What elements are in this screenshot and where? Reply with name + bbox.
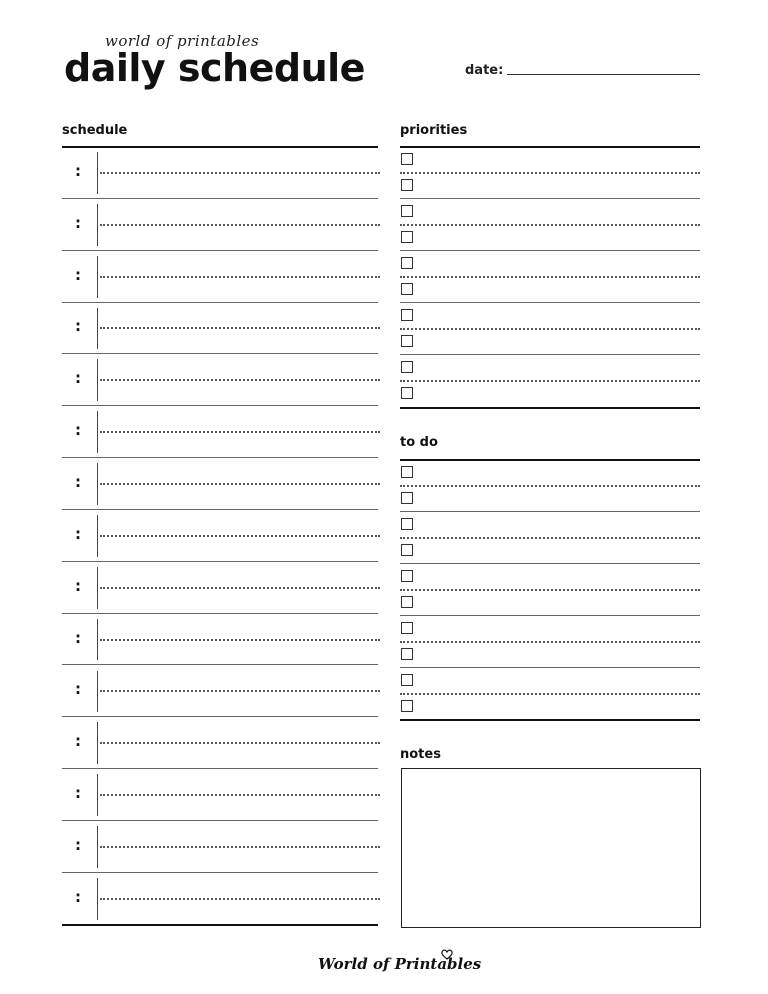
todo-checkbox[interactable] — [401, 544, 413, 556]
schedule-row — [62, 406, 378, 458]
item-separator — [400, 198, 700, 199]
date-label: date: — [465, 63, 504, 78]
schedule-row — [62, 251, 378, 303]
time-field[interactable]: : — [75, 576, 81, 595]
time-field[interactable]: : — [75, 835, 81, 854]
priorities-checkbox[interactable] — [401, 205, 413, 217]
item-separator — [400, 615, 700, 616]
item-separator — [400, 354, 700, 355]
time-field[interactable]: : — [75, 421, 81, 440]
time-field[interactable]: : — [75, 524, 81, 543]
schedule-row — [62, 666, 378, 718]
time-field[interactable]: : — [75, 161, 81, 180]
heart-icon — [441, 949, 453, 963]
schedule-row — [62, 562, 378, 614]
schedule-row — [62, 614, 378, 666]
time-field[interactable]: : — [75, 265, 81, 284]
schedule-row — [62, 147, 378, 199]
item-separator — [400, 511, 700, 512]
priorities-checkbox[interactable] — [401, 309, 413, 321]
dotted-divider — [400, 693, 700, 695]
todo-checkbox[interactable] — [401, 596, 413, 608]
time-field[interactable]: : — [75, 317, 81, 336]
todo-checkbox[interactable] — [401, 622, 413, 634]
date-field[interactable] — [507, 74, 700, 75]
item-separator — [400, 302, 700, 303]
entry-field[interactable] — [100, 327, 380, 329]
time-divider — [97, 152, 98, 194]
time-divider — [97, 619, 98, 661]
todo-checkbox[interactable] — [401, 570, 413, 582]
dotted-divider — [400, 537, 700, 539]
priorities-checkbox[interactable] — [401, 387, 413, 399]
notes-textarea[interactable] — [401, 768, 701, 928]
time-divider — [97, 515, 98, 557]
todo-heading: to do — [400, 435, 438, 450]
time-field[interactable]: : — [75, 732, 81, 751]
entry-field[interactable] — [100, 172, 380, 174]
todo-checkbox[interactable] — [401, 648, 413, 660]
brand-script-logo: world of printables — [105, 32, 260, 50]
priorities-top-rule — [400, 146, 700, 148]
footer-brand-logo: World of Printables — [318, 955, 482, 973]
time-divider — [97, 567, 98, 609]
time-field[interactable]: : — [75, 213, 81, 232]
time-divider — [97, 256, 98, 298]
entry-field[interactable] — [100, 794, 380, 796]
schedule-bottom-rule — [62, 924, 378, 926]
time-divider — [97, 204, 98, 246]
schedule-heading: schedule — [62, 123, 128, 138]
entry-field[interactable] — [100, 587, 380, 589]
dotted-divider — [400, 224, 700, 226]
priorities-checkbox[interactable] — [401, 179, 413, 191]
priorities-checkbox[interactable] — [401, 257, 413, 269]
time-field[interactable]: : — [75, 628, 81, 647]
priorities-checkbox[interactable] — [401, 361, 413, 373]
entry-field[interactable] — [100, 535, 380, 537]
entry-field[interactable] — [100, 483, 380, 485]
schedule-row — [62, 717, 378, 769]
todo-checkbox[interactable] — [401, 466, 413, 478]
todo-checkbox[interactable] — [401, 518, 413, 530]
time-divider — [97, 359, 98, 401]
priorities-checkbox[interactable] — [401, 231, 413, 243]
dotted-divider — [400, 380, 700, 382]
priorities-checkbox[interactable] — [401, 283, 413, 295]
entry-field[interactable] — [100, 846, 380, 848]
entry-field[interactable] — [100, 224, 380, 226]
schedule-row — [62, 458, 378, 510]
schedule-row — [62, 354, 378, 406]
time-divider — [97, 671, 98, 713]
dotted-divider — [400, 641, 700, 643]
item-separator — [400, 667, 700, 668]
schedule-row — [62, 510, 378, 562]
schedule-row — [62, 821, 378, 873]
entry-field[interactable] — [100, 742, 380, 744]
time-divider — [97, 722, 98, 764]
priorities-checkbox[interactable] — [401, 335, 413, 347]
schedule-row — [62, 769, 378, 821]
priorities-checkbox[interactable] — [401, 153, 413, 165]
page-title: daily schedule — [64, 46, 365, 90]
dotted-divider — [400, 172, 700, 174]
dotted-divider — [400, 589, 700, 591]
priorities-heading: priorities — [400, 123, 468, 138]
dotted-divider — [400, 276, 700, 278]
item-separator — [400, 250, 700, 251]
todo-bottom-rule — [400, 719, 700, 721]
entry-field[interactable] — [100, 379, 380, 381]
schedule-row — [62, 303, 378, 355]
schedule-row — [62, 873, 378, 925]
time-field[interactable]: : — [75, 887, 81, 906]
time-divider — [97, 878, 98, 920]
time-divider — [97, 308, 98, 350]
time-divider — [97, 826, 98, 868]
time-field[interactable]: : — [75, 680, 81, 699]
entry-field[interactable] — [100, 898, 380, 900]
time-field[interactable]: : — [75, 369, 81, 388]
dotted-divider — [400, 485, 700, 487]
entry-field[interactable] — [100, 276, 380, 278]
schedule-row — [62, 199, 378, 251]
todo-checkbox[interactable] — [401, 700, 413, 712]
todo-checkbox[interactable] — [401, 492, 413, 504]
dotted-divider — [400, 328, 700, 330]
time-divider — [97, 774, 98, 816]
time-field[interactable]: : — [75, 473, 81, 492]
priorities-bottom-rule — [400, 407, 700, 409]
entry-field[interactable] — [100, 639, 380, 641]
time-divider — [97, 411, 98, 453]
todo-top-rule — [400, 459, 700, 461]
entry-field[interactable] — [100, 431, 380, 433]
time-field[interactable]: : — [75, 784, 81, 803]
entry-field[interactable] — [100, 690, 380, 692]
notes-heading: notes — [400, 747, 441, 762]
item-separator — [400, 563, 700, 564]
time-divider — [97, 463, 98, 505]
todo-checkbox[interactable] — [401, 674, 413, 686]
